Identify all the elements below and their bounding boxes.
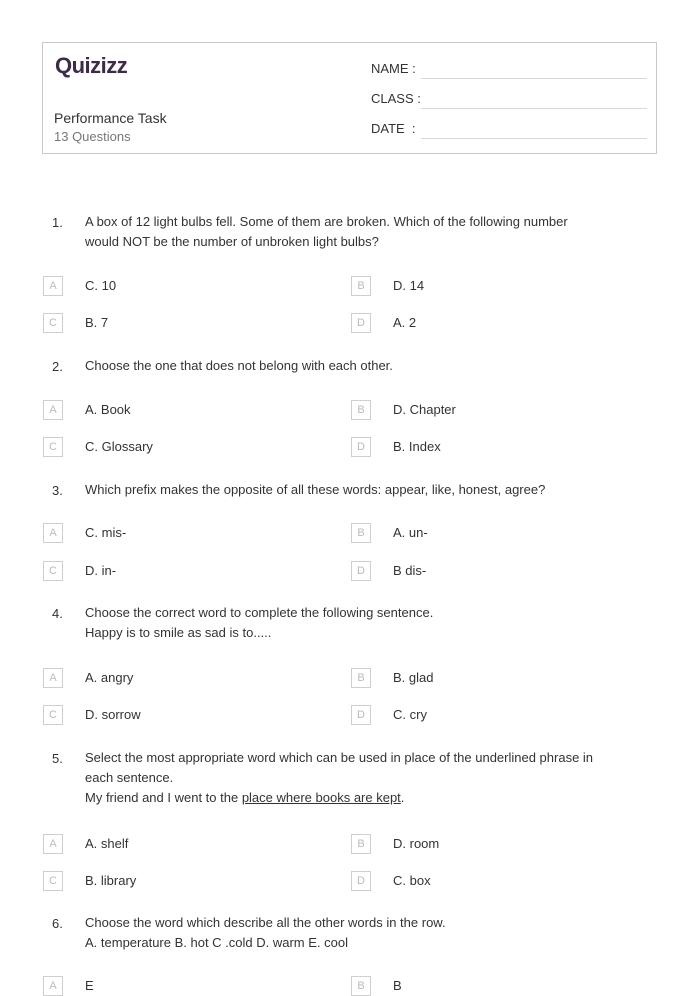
option-c-text: D. in- [85,563,117,578]
question-sentence [85,788,670,808]
option-d-text: A. 2 [393,315,417,330]
option-d-text: B dis- [393,563,427,578]
option-a-box[interactable]: A [43,400,63,420]
class-line [421,108,647,109]
question-text [85,480,665,500]
name-label: NAME : [371,61,416,76]
question-line: Choose the one that does not belong with each other. [85,358,393,373]
option-b-text: D. Chapter [393,402,456,417]
question-line: A. temperature B. hot C .cold D. warm E. cool [85,935,348,950]
option-a-box[interactable]: A [43,834,63,854]
option-a-text: C. 10 [85,278,117,293]
question-number: 6. [52,916,63,931]
question-line: Choose the word which describe all the other words in the row. [85,915,446,930]
option-b-box[interactable]: B [351,523,371,543]
question-text [85,356,665,376]
option-c-text: C. Glossary [85,439,153,454]
question-text [85,212,665,252]
question-line: Happy is to smile as sad is to..... [85,625,272,640]
option-c-box[interactable]: C [43,561,63,581]
option-b-box[interactable]: B [351,276,371,296]
option-b-text: D. 14 [393,278,425,293]
name-line [421,78,647,79]
option-d-text: C. cry [393,707,427,722]
quizizz-logo: Quizizz [55,53,128,78]
option-d-text: B. Index [393,439,441,454]
question-number: 2. [52,359,63,374]
option-a-text: C. mis- [85,525,127,540]
question-line: would NOT be the number of unbroken light bulbs? [85,234,379,249]
question-number: 1. [52,215,63,230]
question-text [85,748,670,808]
date-line [421,138,647,139]
option-a-box[interactable]: A [43,276,63,296]
option-b-box[interactable]: B [351,834,371,854]
option-d-box[interactable]: D [351,437,371,457]
option-c-text: B. 7 [85,315,109,330]
sentence-suffix: . [400,790,405,805]
option-c-box[interactable]: C [43,871,63,891]
option-a-text: A. shelf [85,836,129,851]
question-line: A box of 12 light bulbs fell. Some of them are broken. Which of the following number [85,214,568,229]
option-b-box[interactable]: B [351,400,371,420]
option-a-box[interactable]: A [43,668,63,688]
question-line: Which prefix makes the opposite of all these words: appear, like, honest, agree? [85,482,546,497]
option-d-box[interactable]: D [351,561,371,581]
question-line: Select the most appropriate word which can be used in place of the underlined phrase in [85,750,594,765]
option-a-box[interactable]: A [43,976,63,996]
date-label: DATE : [371,121,416,136]
option-b-text: A. un- [393,525,428,540]
option-a-text: A. angry [85,670,134,685]
question-line: Choose the correct word to complete the following sentence. [85,605,434,620]
option-c-text: D. sorrow [85,707,141,722]
option-d-box[interactable]: D [351,705,371,725]
option-a-box[interactable]: A [43,523,63,543]
option-d-box[interactable]: D [351,313,371,333]
option-a-text: E [85,978,94,993]
question-text [85,603,665,643]
worksheet-title: Performance Task [54,110,167,126]
option-b-text: B. glad [393,670,434,685]
option-b-box[interactable]: B [351,668,371,688]
option-b-text: D. room [393,836,440,851]
question-count: 13 Questions [54,129,131,144]
sentence-prefix: My friend and I went to the [85,790,242,805]
question-number: 4. [52,606,63,621]
class-label: CLASS : [371,91,421,106]
worksheet-header [42,42,657,154]
question-line: each sentence. [85,770,174,785]
option-b-text: B [393,978,402,993]
question-number: 3. [52,483,63,498]
option-c-box[interactable]: C [43,705,63,725]
option-b-box[interactable]: B [351,976,371,996]
option-d-box[interactable]: D [351,871,371,891]
question-number: 5. [52,751,63,766]
question-text [85,913,665,953]
option-c-text: B. library [85,873,137,888]
option-d-text: C. box [393,873,431,888]
option-c-box[interactable]: C [43,313,63,333]
underlined-phrase: place where books are kept [241,790,401,805]
option-a-text: A. Book [85,402,131,417]
option-c-box[interactable]: C [43,437,63,457]
